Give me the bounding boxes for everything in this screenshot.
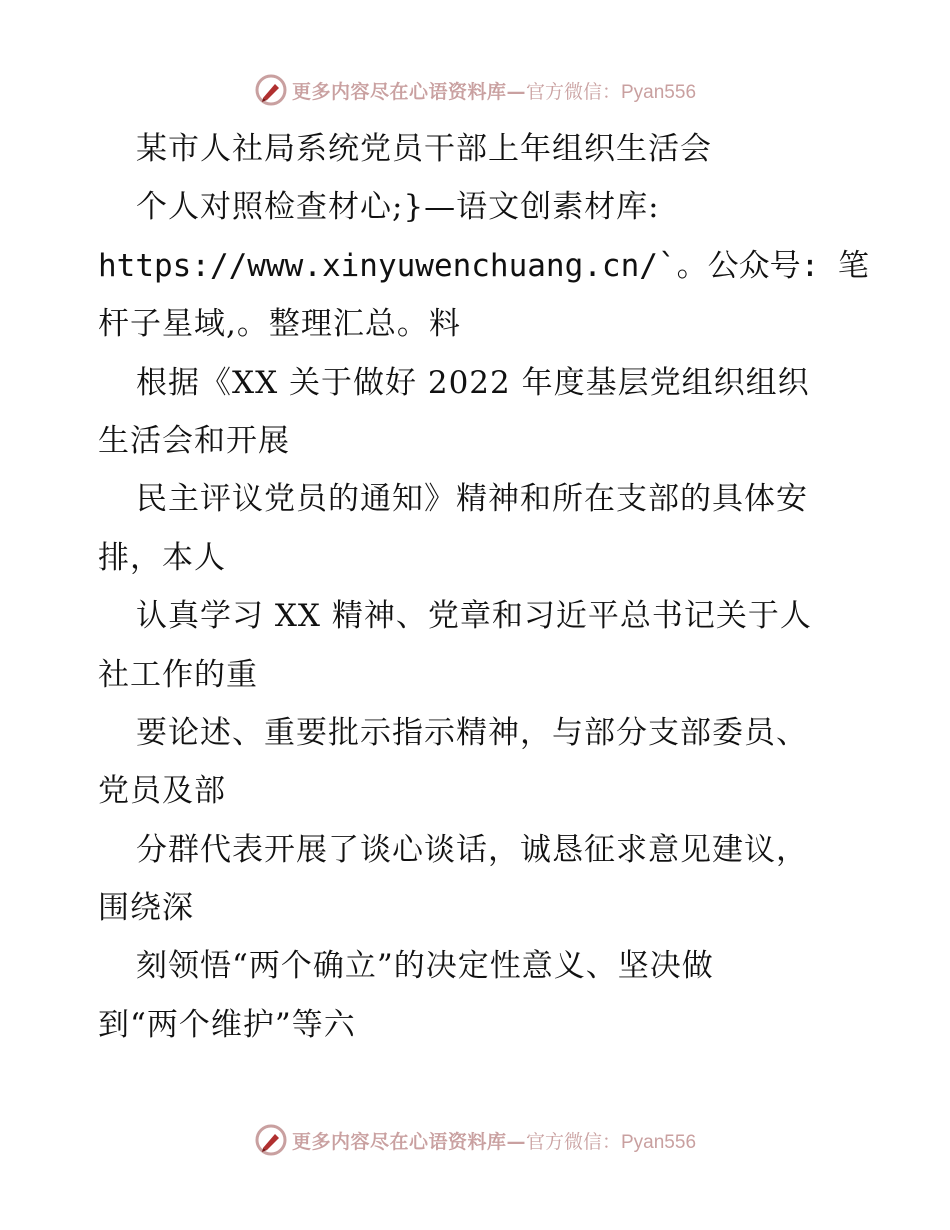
text-line: 杆子星域,。整理汇总。料	[98, 306, 461, 343]
text-line: 分群代表开展了谈心谈话，诚恳征求意见建议，	[136, 831, 808, 868]
pen-logo-icon	[254, 73, 288, 107]
text-line: 到“两个维护”等六	[98, 1006, 356, 1043]
text-line: 民主评议党员的通知》精神和所在支部的具体安	[136, 481, 808, 518]
text-line: 认真学习 XX 精神、党章和习近平总书记关于人	[136, 598, 812, 635]
text-line: 排，本人	[98, 539, 226, 576]
text-line: 个人对照检查材心;}—语文创素材库:	[136, 189, 660, 226]
footer-banner	[0, 1120, 950, 1160]
text-line: 要论述、重要批示指示精神，与部分支部委员、	[136, 714, 808, 751]
banner-brand-text: 更多内容尽在心语资料库—	[291, 1130, 526, 1153]
text-line: 生活会和开展	[98, 422, 290, 459]
text-line: https://www.xinyuwenchuang.cn/`。公众号: 笔	[98, 247, 869, 284]
pen-logo-icon	[254, 1123, 288, 1157]
document-body	[98, 120, 869, 1054]
text-line: 党员及部	[98, 773, 226, 810]
text-line: 刻领悟“两个确立”的决定性意义、坚决做	[136, 948, 714, 985]
text-line: 围绕深	[98, 890, 194, 927]
banner-contact-text: 官方微信：Pyan556	[526, 1131, 697, 1153]
text-line: 根据《XX 关于做好 2022 年度基层党组织组织	[136, 364, 810, 401]
header-banner	[0, 70, 950, 110]
text-line: 某市人社局系统党员干部上年组织生活会	[136, 131, 712, 167]
banner-brand-text: 更多内容尽在心语资料库—	[291, 80, 526, 103]
text-line: 社工作的重	[98, 656, 258, 693]
banner-contact-text: 官方微信：Pyan556	[526, 81, 697, 103]
